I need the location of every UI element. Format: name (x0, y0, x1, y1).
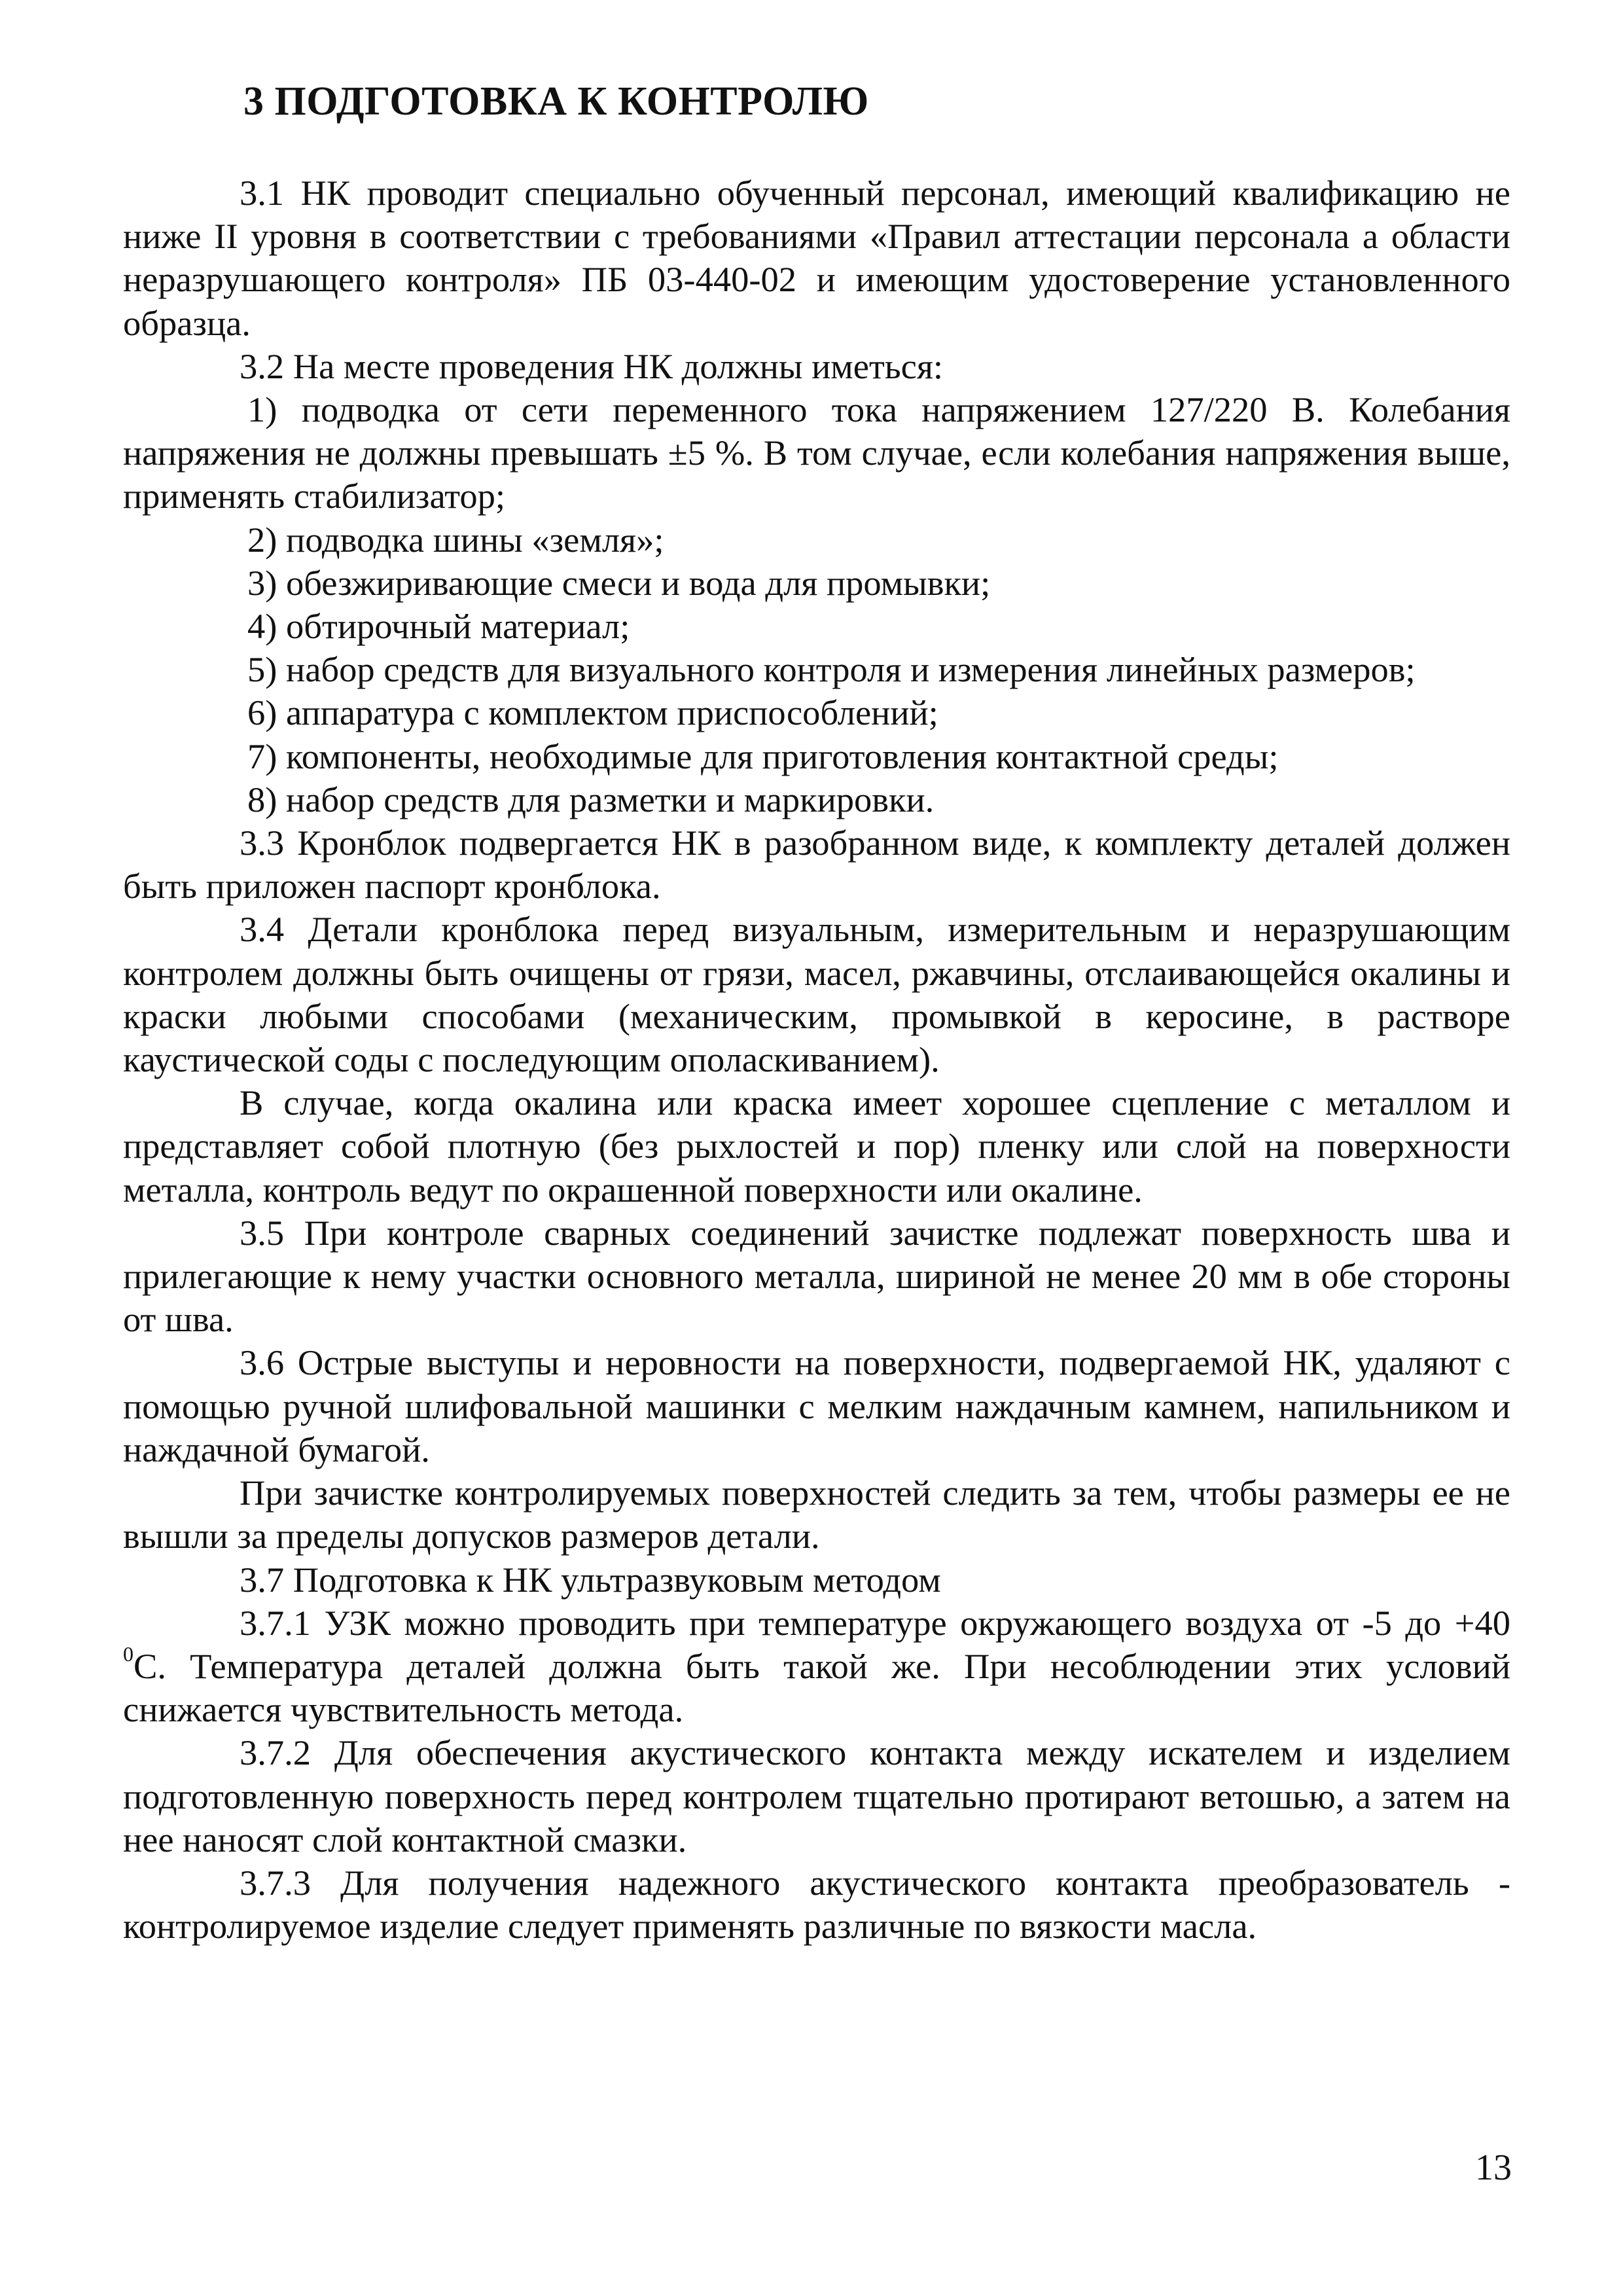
paragraph-3-4: 3.4 Детали кронблока перед визуальным, измерительным и неразрушающим контролем должны быть очищены от грязи, масел, ржавчины, отслаивающейся окалины и краски любыми способами (механическим, промывкой в керосине, в растворе каустической соды с последующим ополаскиванием). (123, 909, 1510, 1080)
paragraph-3-1: 3.1 НК проводит специально обученный персонал, имеющий квалификацию не ниже II уровня в соответствии с требованиями «Правил аттестации персонала а области неразрушающего контроля» ПБ 03-440-02 и имеющим удостоверение установленного образца. (123, 173, 1510, 343)
paragraph-3-5: 3.5 При контроле сварных соединений зачистке подлежат поверхность шва и прилегающие к нему участки основного металла, шириной не менее 20 мм в обе стороны от шва. (123, 1212, 1510, 1340)
list-item: 4) обтирочный материал; (247, 606, 630, 647)
list-item: 8) набор средств для разметки и маркировки. (247, 779, 935, 819)
list-item: 5) набор средств для визуального контроля и измерения линейных размеров; (247, 649, 1416, 690)
paragraph-3-7-1-part-a: 3.7.1 УЗК можно проводить при температуре окружающего воздуха от -5 до +40 (240, 1602, 1510, 1643)
degree-superscript: 0 (123, 1641, 134, 1666)
section-heading: 3 ПОДГОТОВКА К КОНТРОЛЮ (243, 79, 869, 124)
paragraph-3-7-1 (123, 1602, 1510, 1732)
section-body (123, 171, 1510, 1948)
list-item: 1) подводка от сети переменного тока напряжением 127/220 В. Колебания напряжения не должны превышать ±5 %. В том случае, если колебания напряжения выше, применять стабилизатор; (123, 389, 1510, 516)
paragraph-3-7-2: 3.7.2 Для обеспечения акустического контакта между искателем и изделием подготовленную поверхность перед контролем тщательно протирают ветошью, а затем на нее наносят слой контактной смазки. (123, 1732, 1510, 1859)
paragraph-3-2: 3.2 На месте проведения НК должны иметься: (240, 346, 944, 386)
paragraph-3-7-3: 3.7.3 Для получения надежного акустического контакта преобразователь - контролируемое изделие следует применять различные по вязкости масла. (123, 1862, 1510, 1946)
paragraph-3-7: 3.7 Подготовка к НК ультразвуковым методом (240, 1559, 941, 1600)
list-item: 6) аппаратура с комплектом приспособлений; (247, 692, 938, 733)
list-item: 2) подводка шины «земля»; (247, 519, 664, 560)
paragraph-3-4-continued: В случае, когда окалина или краска имеет хорошее сцепление с металлом и представляет собой плотную (без рыхлостей и пор) пленку или слой на поверхности металла, контроль ведут по окрашенной поверхности или окалине. (123, 1083, 1510, 1210)
page-number: 13 (1475, 2147, 1512, 2188)
paragraph-3-3: 3.3 Кронблок подвергается НК в разобранном виде, к комплекту деталей должен быть приложен паспорт кронблока. (123, 823, 1510, 906)
paragraph-3-6: 3.6 Острые выступы и неровности на поверхности, подвергаемой НК, удаляют с помощью ручной шлифовальной машинки с мелким наждачным камнем, напильником и наждачной бумагой. (123, 1342, 1510, 1469)
paragraph-3-7-1-part-b: С. Температура деталей должна быть такой же. При несоблюдении этих условий снижается чувствительность метода. (123, 1645, 1510, 1730)
list-item: 3) обезжиривающие смеси и вода для промывки; (247, 562, 991, 603)
paragraph-3-6-continued: При зачистке контролируемых поверхностей следить за тем, чтобы размеры ее не вышли за пределы допусков размеров детали. (123, 1473, 1510, 1556)
list-item: 7) компоненты, необходимые для приготовления контактной среды; (247, 736, 1279, 776)
